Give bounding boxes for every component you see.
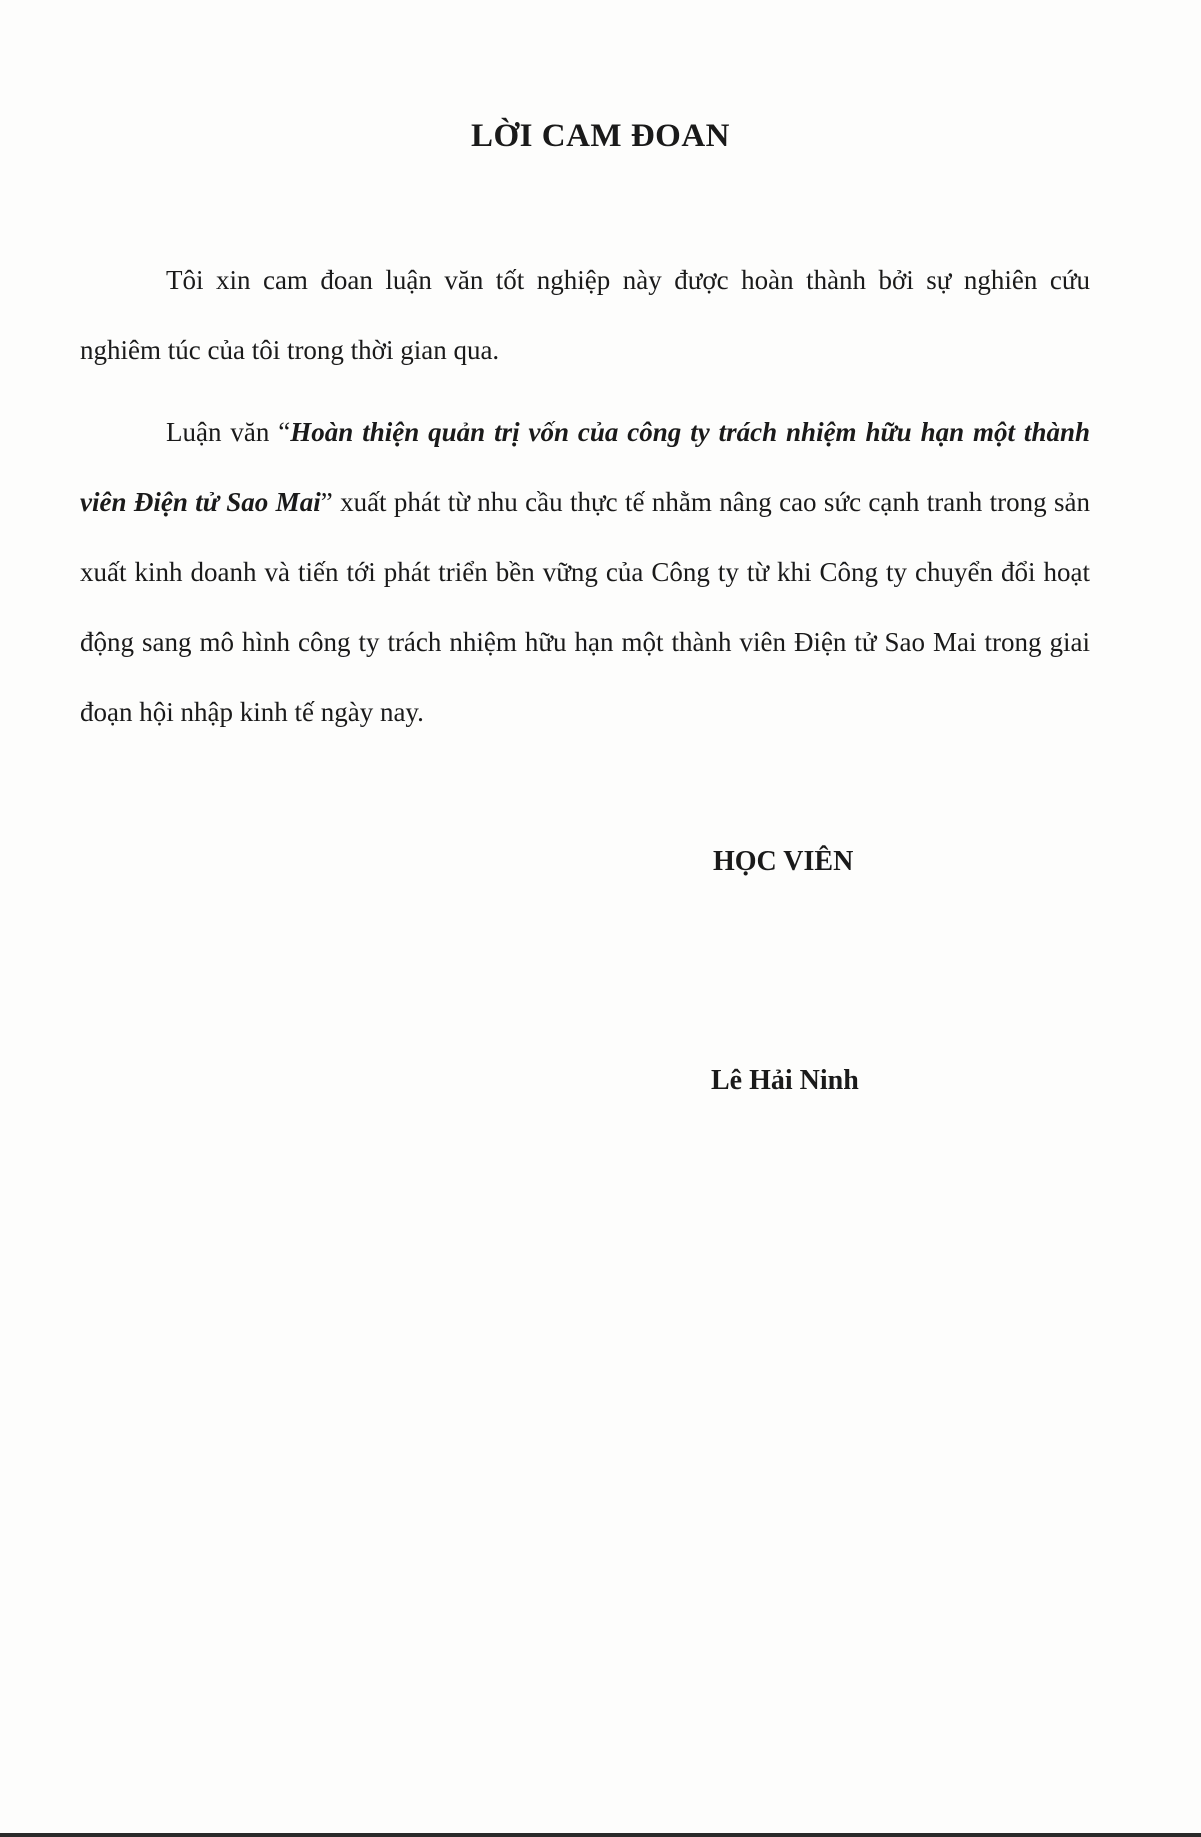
signature-role: HỌC VIÊN — [713, 846, 854, 877]
paragraph-declaration — [80, 245, 1090, 385]
paragraph-prefix: Luận văn “ — [166, 417, 291, 447]
thesis-title: Hoàn thiện quản trị vốn của công ty trách nhiệm hữu hạn một thành viên Điện tử Sao Mai — [80, 417, 1090, 517]
paragraph-text — [80, 397, 1090, 747]
page-title: LỜI CAM ĐOAN — [471, 118, 730, 154]
page-bottom-edge — [0, 1833, 1201, 1837]
paragraph-suffix: ” xuất phát từ nhu cầu thực tế nhằm nâng cao sức cạnh tranh trong sản xuất kinh doanh và tiến tới phát triển bền vững của Công ty từ khi Công ty chuyển đổi hoạt động sang mô hình công ty trách nhiệm hữu hạn một thành viên Điện tử Sao Mai trong giai đoạn hội nhập kinh tế ngày nay. — [80, 487, 1090, 727]
signature-name: Lê Hải Ninh — [711, 1065, 859, 1096]
paragraph-text: Tôi xin cam đoan luận văn tốt nghiệp này được hoàn thành bởi sự nghiên cứu nghiêm túc của tôi trong thời gian qua. — [80, 265, 1090, 365]
paragraph-thesis — [80, 397, 1090, 747]
